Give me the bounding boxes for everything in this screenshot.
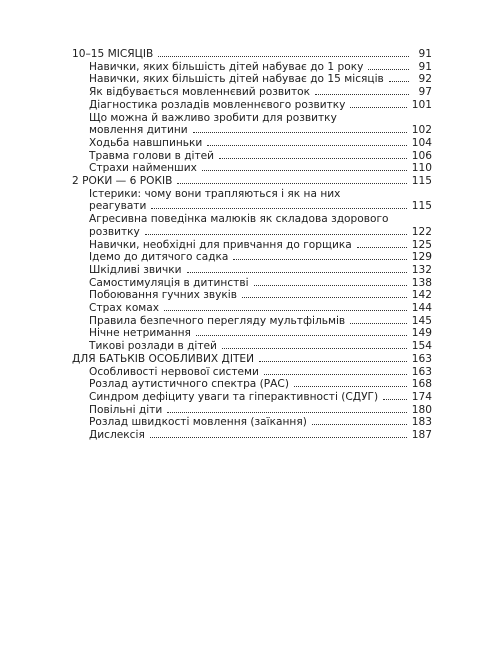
toc-page-number: 104 (411, 136, 432, 149)
toc-entry-title: Навички, яких більшість дітей набуває до 15 місяців (89, 73, 384, 86)
toc-entry[interactable] (72, 112, 432, 137)
dot-leader (158, 56, 409, 57)
dot-leader (259, 361, 407, 362)
toc-page-number: 102 (411, 124, 432, 137)
dot-leader (151, 208, 406, 209)
toc-entry[interactable] (72, 378, 432, 391)
dot-leader (264, 374, 407, 375)
toc-entry-title: Навички, необхідні для привчання до горщика (89, 238, 352, 251)
dot-leader (219, 158, 407, 159)
toc-section[interactable] (72, 175, 432, 188)
toc-entry[interactable] (72, 327, 432, 340)
toc-entry[interactable] (72, 340, 432, 353)
dot-leader (312, 424, 407, 425)
dot-leader (193, 132, 407, 133)
toc-page-number: 110 (411, 162, 432, 175)
toc-page-number: 101 (411, 98, 432, 111)
toc-page-number: 115 (411, 175, 432, 188)
toc-entry-title: Особливості нервової системи (89, 365, 259, 378)
toc-entry[interactable] (72, 86, 432, 99)
toc-entry-title: Істерики: чому вони трапляються і як на них (89, 187, 341, 200)
dot-leader (145, 234, 407, 235)
toc-entry[interactable] (72, 213, 432, 238)
toc-entry-title: Розлад аутистичного спектра (РАС) (89, 378, 289, 391)
toc-section[interactable] (72, 353, 432, 366)
dot-leader (357, 247, 407, 248)
toc-entry[interactable] (72, 416, 432, 429)
toc-entry[interactable] (72, 73, 432, 86)
toc-page-number: 180 (411, 403, 432, 416)
toc-entry-title: Діагностика розладів мовленнєвого розвитку (89, 98, 346, 111)
toc-entry-title: Повільні діти (89, 403, 163, 416)
dot-leader (294, 386, 407, 387)
toc-entry-title: Синдром дефіциту уваги та гіперактивності (СДУГ) (89, 390, 379, 403)
toc-entry-title: Страх комах (89, 302, 160, 315)
toc-page-number: 125 (411, 238, 432, 251)
toc-entry-title: Тикові розлади в дітей (89, 340, 217, 353)
toc-page-number: 149 (411, 327, 432, 340)
toc-page-number: 122 (411, 225, 432, 238)
dot-leader (222, 348, 407, 349)
toc-entry-title: Агресивна поведінка малюків як складова здорового (89, 213, 389, 226)
toc-entry-title: Шкідливі звички (89, 263, 182, 276)
toc-entry-title: Самостимуляція в дитинстві (89, 276, 249, 289)
toc-entry[interactable] (72, 289, 432, 302)
toc-page-number: 138 (411, 276, 432, 289)
toc-page-number: 187 (411, 429, 432, 442)
toc-entry[interactable] (72, 188, 432, 213)
toc-page-number: 92 (418, 73, 432, 86)
toc-entry-title: Травма голови в дітей (89, 149, 215, 162)
dot-leader (177, 183, 406, 184)
dot-leader (368, 69, 409, 70)
toc-entry[interactable] (72, 264, 432, 277)
toc-entry-title: Що можна й важливо зробити для розвитку (89, 111, 337, 124)
toc-entry[interactable] (72, 302, 432, 315)
dot-leader (383, 399, 407, 400)
dot-leader (254, 285, 407, 286)
toc-entry[interactable] (72, 61, 432, 74)
toc-page-number: 168 (411, 378, 432, 391)
toc-entry[interactable] (72, 366, 432, 379)
toc-page-number: 144 (411, 302, 432, 315)
toc-entry-title: 10–15 МІСЯЦІВ (72, 48, 154, 60)
dot-leader (389, 81, 409, 82)
dot-leader (187, 272, 407, 273)
table-of-contents (72, 48, 432, 442)
toc-entry[interactable] (72, 315, 432, 328)
toc-entry-title: Навички, яких більшість дітей набуває до 1 року (89, 60, 364, 73)
toc-entry-title-continued: реагувати (89, 200, 147, 213)
dot-leader (202, 170, 407, 171)
dot-leader (150, 437, 407, 438)
toc-page-number: 183 (411, 416, 432, 429)
toc-section[interactable] (72, 48, 432, 61)
dot-leader (196, 335, 407, 336)
dot-leader (350, 323, 407, 324)
toc-entry-title: 2 РОКИ — 6 РОКІВ (72, 175, 173, 188)
dot-leader (242, 297, 407, 298)
toc-entry[interactable] (72, 137, 432, 150)
toc-entry[interactable] (72, 239, 432, 252)
toc-page-number: 163 (411, 352, 432, 365)
toc-page-number: 129 (411, 251, 432, 264)
toc-entry[interactable] (72, 150, 432, 163)
toc-page-number: 97 (418, 86, 432, 99)
toc-page-number: 174 (411, 390, 432, 403)
toc-page-number: 145 (411, 314, 432, 327)
toc-entry-title: Ідемо до дитячого садка (89, 251, 229, 264)
toc-page-number: 106 (411, 149, 432, 162)
toc-page-number: 163 (411, 365, 432, 378)
toc-entry[interactable] (72, 391, 432, 404)
toc-entry-title-continued: мовлення дитини (89, 124, 188, 137)
dot-leader (315, 94, 409, 95)
dot-leader (207, 145, 406, 146)
dot-leader (164, 310, 407, 311)
toc-entry-title: Правила безпечного перегляду мультфільмів (89, 314, 346, 327)
toc-page-number: 142 (411, 289, 432, 302)
toc-entry-title: Як відбувається мовленнєвий розвиток (89, 86, 311, 99)
toc-entry-title: Дислексія (89, 429, 145, 442)
toc-entry-title-continued: розвитку (89, 225, 140, 238)
toc-entry[interactable] (72, 99, 432, 112)
toc-entry[interactable] (72, 429, 432, 442)
toc-entry[interactable] (72, 404, 432, 417)
toc-entry-title: ДЛЯ БАТЬКІВ ОСОБЛИВИХ ДІТЕЙ (72, 352, 255, 365)
toc-entry-title: Розлад швидкості мовлення (заїкання) (89, 416, 307, 429)
toc-entry[interactable] (72, 251, 432, 264)
toc-entry-title: Побоювання гучних звуків (89, 289, 237, 302)
toc-entry-title: Страхи найменших (89, 162, 197, 175)
toc-entry[interactable] (72, 277, 432, 290)
toc-entry-title: Нічне нетримання (89, 327, 191, 340)
dot-leader (233, 259, 406, 260)
dot-leader (167, 412, 407, 413)
toc-page-number: 115 (411, 200, 432, 213)
toc-page-number: 132 (411, 263, 432, 276)
toc-page-number: 91 (418, 60, 432, 73)
toc-page-number: 91 (418, 48, 432, 60)
toc-entry-title: Ходьба навшпиньки (89, 136, 203, 149)
toc-page-number: 154 (411, 340, 432, 353)
dot-leader (350, 107, 406, 108)
toc-entry[interactable] (72, 162, 432, 175)
